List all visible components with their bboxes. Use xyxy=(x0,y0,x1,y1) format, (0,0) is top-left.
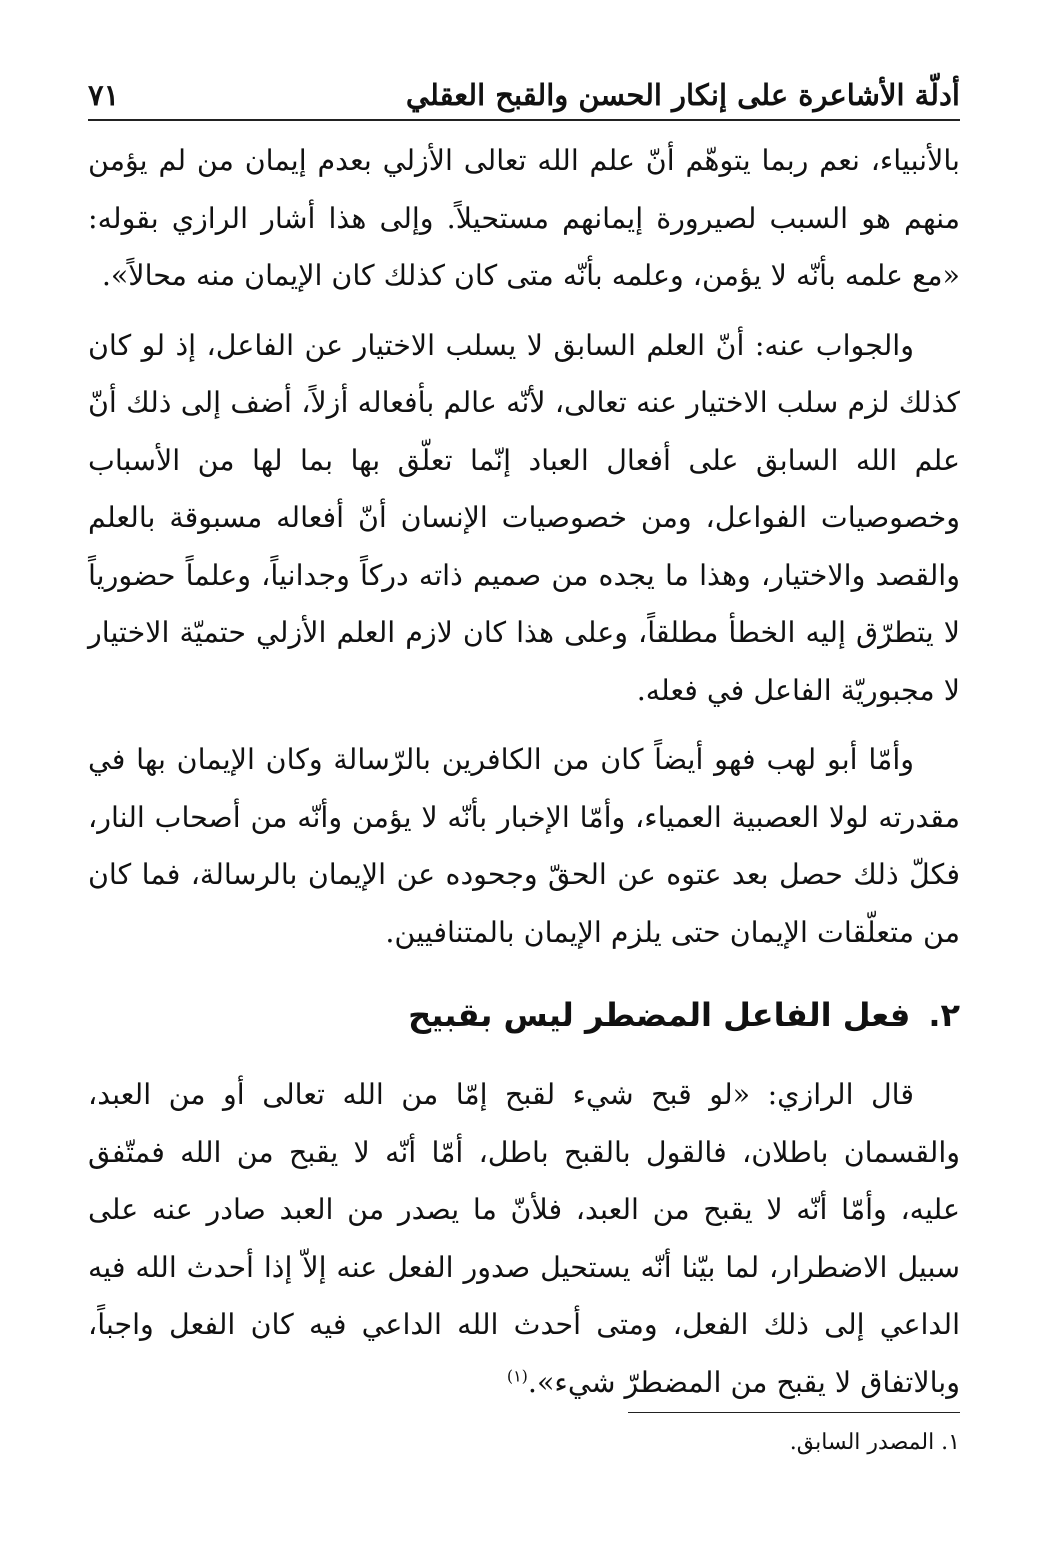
footnote: ١. المصدر السابق. xyxy=(789,1430,960,1455)
running-header xyxy=(88,62,960,112)
footnote-reference: (١) xyxy=(506,1366,528,1385)
section-heading xyxy=(88,996,960,1034)
page-body xyxy=(88,132,960,1423)
paragraph-2: والجواب عنه: أنّ العلم السابق لا يسلب الاختيار عن الفاعل، إذ لو كان كذلك لزم سلب الاختيار عنه تعالى، لأنّه عالم بأفعاله أزلاً، أضف إلى ذلك أنّ علم الله السابق على أفعال العباد إنّما تعلّق بها بما لها من الأسباب وخصوصيات الفواعل، ومن خصوصيات الإنسان أنّ أفعاله مسبوقة بالعلم والقصد والاختيار، وهذا ما يجده من صميم ذاته دركاً وجدانياً، وعلماً حضورياً لا يتطرّق إليه الخطأ مطلقاً، وعلى هذا كان لازم العلم الأزلي حتميّة الاختيار لا مجبوريّة الفاعل في فعله. xyxy=(88,328,960,707)
quote-paragraph xyxy=(88,1066,960,1411)
quote-text: قال الرازي: «لو قبح شيء لقبح إمّا من الله تعالى أو من العبد، والقسمان باطلان، فالقول بالقبح باطل، أمّا أنّه لا يقبح من الله فمتّفق عليه، وأمّا أنّه لا يقبح من العبد، فلأنّ ما يصدر من العبد صادر عنه على سبيل الاضطرار، لما بيّنا أنّه يستحيل صدور الفعل عنه إلاّ إذا أحدث الله فيه الداعي إلى ذلك الفعل، ومتى أحدث الله الداعي فيه كان الفعل واجباً، وبالاتفاق لا يقبح من المضطرّ شيء». xyxy=(88,1078,960,1399)
page-number: ٧١ xyxy=(88,78,120,112)
running-title: أدلّة الأشاعرة على إنكار الحسن والقبح العقلي xyxy=(405,78,960,112)
footnote-rule xyxy=(628,1412,960,1413)
section-title: فعل الفاعل المضطر ليس بقبيح xyxy=(408,996,911,1034)
section-number: ٢. xyxy=(928,996,960,1034)
paragraph-1: بالأنبياء، نعم ربما يتوهّم أنّ علم الله تعالى الأزلي بعدم إيمان من لم يؤمن منهم هو السبب لصيرورة إيمانهم مستحيلاً. وإلى هذا أشار الرازي بقوله: «مع علمه بأنّه لا يؤمن، وعلمه بأنّه متى كان كذلك كان الإيمان منه محالاً». xyxy=(88,144,960,292)
paragraph-3: وأمّا أبو لهب فهو أيضاً كان من الكافرين بالرّسالة وكان الإيمان بها في مقدرته لولا العصبية العمياء، وأمّا الإخبار بأنّه لا يؤمن وأنّه من أصحاب النار، فكلّ ذلك حصل بعد عتوه عن الحقّ وجحوده عن الإيمان بالرسالة، فما كان من متعلّقات الإيمان حتى يلزم الإيمان بالمتنافيين. xyxy=(88,743,960,949)
header-rule xyxy=(88,119,960,121)
